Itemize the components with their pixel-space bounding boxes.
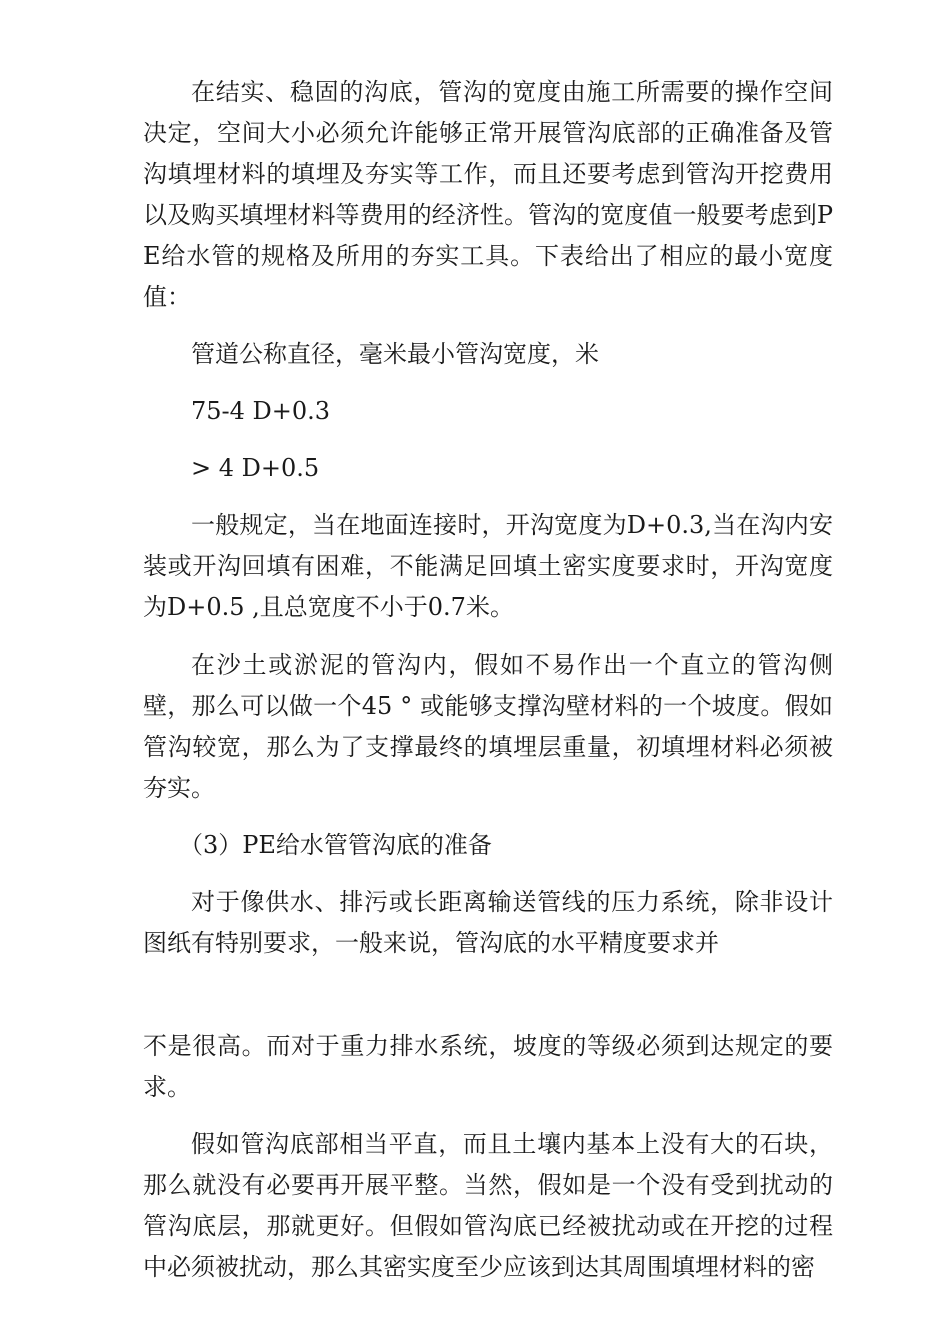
- paragraph-sand-silt: 在沙土或淤泥的管沟内，假如不易作出一个直立的管沟侧壁，那么可以做一个45 ° 或能够支撑沟壁材料的一个坡度。假如管沟较宽，那么为了支撑最终的填埋层重量，初填埋材料必须被夯实。: [143, 651, 833, 802]
- table-row-2: > 4 D+0.5: [191, 454, 320, 482]
- table-header-line: 管道公称直径，毫米最小管沟宽度，米: [191, 340, 599, 368]
- paragraph-flat-bottom: 假如管沟底部相当平直，而且土壤内基本上没有大的石块，那么就没有必要再开展平整。当然，假如是一个没有受到扰动的管沟底层，那就更好。但假如管沟底已经被扰动或在开挖的过程中必须被扰动，那么其密实度至少应该到达其周围填埋材料的密: [143, 1130, 833, 1281]
- table-row-1: 75-4 D+0.3: [191, 397, 331, 425]
- document-page: [143, 72, 833, 1288]
- paragraph-general-rule: 一般规定，当在地面连接时，开沟宽度为D+0.3,当在沟内安装或开沟回填有困难，不能满足回填土密实度要求时，开沟宽度为D+0.5 ,且总宽度不小于0.7米。: [143, 511, 833, 621]
- paragraph-pressure-system: 对于像供水、排污或长距离输送管线的压力系统，除非设计图纸有特别要求，一般来说，管沟底的水平精度要求并: [143, 888, 833, 957]
- paragraph-trench-width: 在结实、稳固的沟底，管沟的宽度由施工所需要的操作空间决定，空间大小必须允许能够正常开展管沟底部的正确准备及管沟填埋材料的填埋及夯实等工作，而且还要考虑到管沟开挖费用以及购买填埋材料等费用的经济性。管沟的宽度值一般要考虑到PE给水管的规格及所用的夯实工具。下表给出了相应的最小宽度值：: [143, 78, 833, 311]
- paragraph-pressure-system-continued: 不是很高。而对于重力排水系统，坡度的等级必须到达规定的要求。: [143, 1032, 833, 1101]
- section-heading-trench-bottom: （3）PE给水管管沟底的准备: [179, 831, 492, 859]
